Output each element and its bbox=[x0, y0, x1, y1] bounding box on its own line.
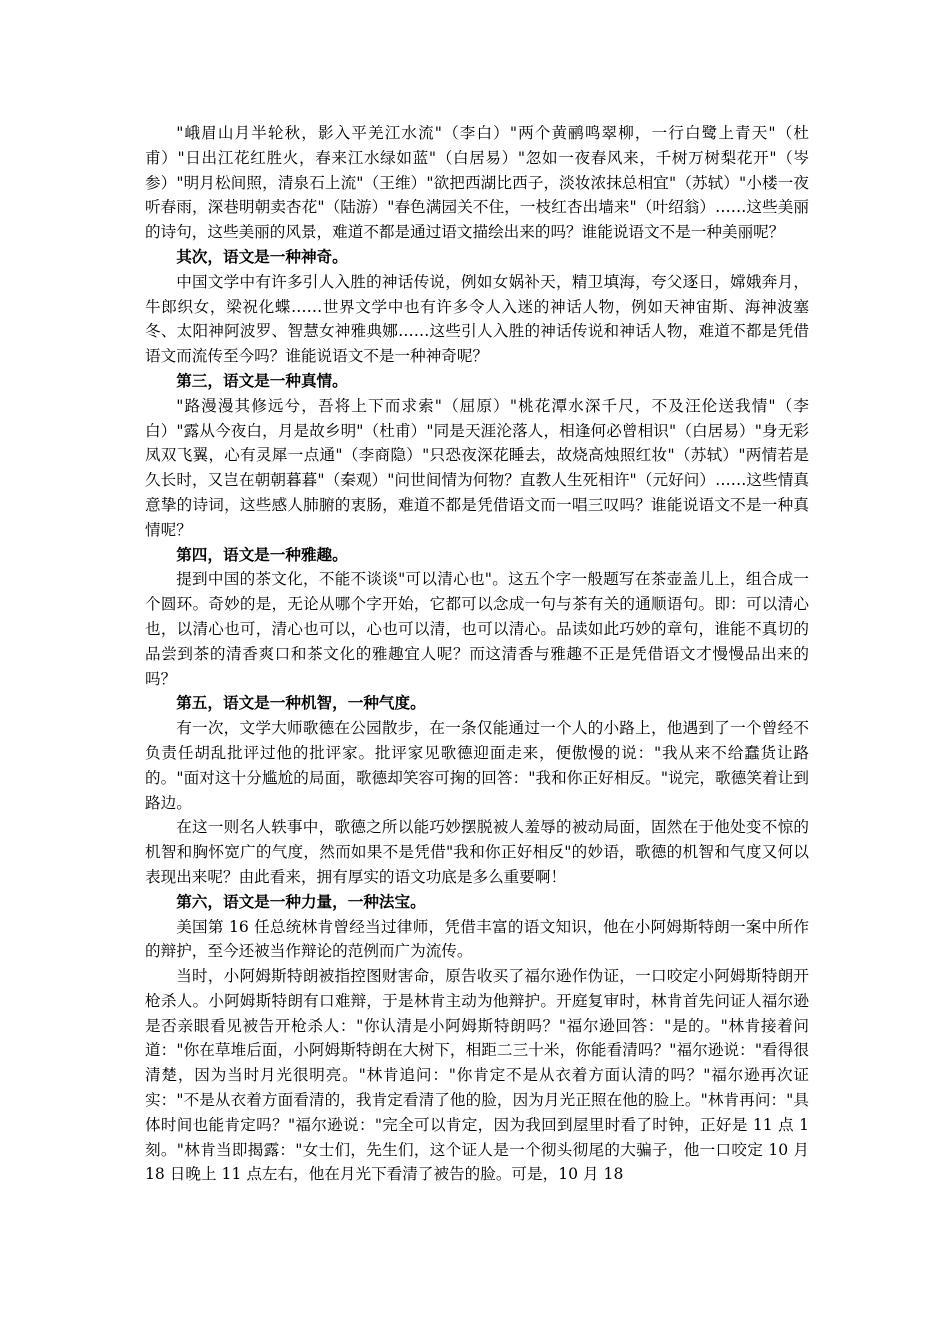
paragraph-beauty-poems: "峨眉山月半轮秋，影入平羌江水流"（李白）"两个黄鹂鸣翠柳，一行白鹭上青天"（杜甫）"日出江花红胜火，春来江水绿如蓝"（白居易）"忽如一夜春风来，千树万树梨花开"（岑参）"明月松间照，清泉石上流"（王维）"欲把西湖比西子，淡妆浓抹总相宜"（苏轼）"小楼一夜听春雨，深巷明朝卖杏花"（陆游）"春色满园关不住，一枝红杏出墙来"（叶绍翁）……这些美丽的诗句，这些美丽的风景，难道不都是通过语文描绘出来的吗？谁能说语文不是一种美丽呢？ bbox=[145, 124, 809, 242]
paragraph-love-poems: "路漫漫其修远兮，吾将上下而求索"（屈原）"桃花潭水深千尺，不及汪伦送我情"（李白）"露从今夜白，月是故乡明"（杜甫）"同是天涯沦落人，相逢何必曾相识"（白居易）"身无彩凤双飞翼，心有灵犀一点通"（李商隐）"只恐夜深花睡去，故烧高烛照红妆"（苏轼）"两情若是久长时，又岂在朝朝暮暮"（秦观）"问世间情为何物？直教人生死相许"（元好问）……这些情真意挚的诗词，这些感人肺腑的衷肠，难道不都是凭借语文而一唱三叹吗？谁能说语文不是一种真情呢？ bbox=[145, 396, 809, 539]
paragraph-goethe-comment: 在这一则名人轶事中，歌德之所以能巧妙摆脱被人羞辱的被动局面，固然在于他处变不惊的机智和胸怀宽广的气度，然而如果不是凭借"我和你正好相反"的妙语，歌德的机智和气度又何以表现出来呢？由此看来，拥有厚实的语文功底是多么重要啊！ bbox=[145, 818, 809, 886]
paragraph-goethe-story: 有一次，文学大师歌德在公园散步，在一条仅能通过一个人的小路上，他遇到了一个曾经不负责任胡乱批评过他的批评家。批评家见歌德迎面走来，便傲慢的说："我从来不给蠢货让路的。"面对这十分尴尬的局面，歌德却笑容可掬的回答："我和你正好相反。"说完，歌德笑着让到路边。 bbox=[145, 719, 809, 812]
section-heading-magic: 其次，语文是一种神奇。 bbox=[176, 246, 348, 266]
section-heading-power: 第六，语文是一种力量，一种法宝。 bbox=[176, 891, 426, 911]
document-page bbox=[145, 121, 809, 1187]
section-heading-wit: 第五，语文是一种机智，一种气度。 bbox=[176, 693, 426, 713]
paragraph-lincoln-trial: 当时，小阿姆斯特朗被指控图财害命，原告收买了福尔逊作伪证，一口咬定小阿姆斯特朗开枪杀人。小阿姆斯特朗有口难辩，于是林肯主动为他辩护。开庭复审时，林肯首先问证人福尔逊是否亲眼看见被告开枪杀人："你认清是小阿姆斯特朗吗？"福尔逊回答："是的。"林肯接着问道："你在草堆后面，小阿姆斯特朗在大树下，相距二三十米，你能看清吗？"福尔逊说："看得很清楚，因为当时月光很明亮。"林肯追问："你肯定不是从衣着方面认清的吗？"福尔逊再次证实："不是从衣着方面看清的，我肯定看清了他的脸，因为月光正照在他的脸上。"林肯再问："具体时间也能肯定吗？"福尔逊说："完全可以肯定，因为我回到屋里时看了时钟，正好是 11 点 1 刻。"林肯当即揭露："女士们，先生们，这个证人是一个彻头彻尾的大骗子，他一口咬定 10 月 18 日晚上 11 点左右，他在月光下看清了被告的脸。可是，10 月 18 bbox=[145, 967, 809, 1184]
paragraph-tea-culture: 提到中国的茶文化，不能不谈谈"可以清心也"。这五个字一般题写在茶壶盖儿上，组合成一个圆环。奇妙的是，无论从哪个字开始，它都可以念成一句与茶有关的通顺语句。即：可以清心也，以清心也可，清心也可以，心也可以清，也可以清心。品读如此巧妙的章句，谁能不真切的品尝到茶的清香爽口和茶文化的雅趣宜人呢？而这清香与雅趣不正是凭借语文才慢慢品出来的吗？ bbox=[145, 570, 809, 688]
paragraph-lincoln-intro: 美国第 16 任总统林肯曾经当过律师，凭借丰富的语文知识，他在小阿姆斯特朗一案中所作的辩护，至今还被当作辩论的范例而广为流传。 bbox=[145, 917, 809, 961]
section-heading-true-feeling: 第三，语文是一种真情。 bbox=[176, 370, 348, 390]
section-heading-elegance: 第四，语文是一种雅趣。 bbox=[176, 544, 348, 564]
paragraph-myths: 中国文学中有许多引人入胜的神话传说，例如女娲补天，精卫填海，夸父逐日，嫦娥奔月，牛郎织女，梁祝化蝶……世界文学中也有许多令人入迷的神话人物，例如天神宙斯、海神波塞冬、太阳神阿波罗、智慧女神雅典娜……这些引人入胜的神话传说和神话人物，难道不都是凭借语文而流传至今吗？谁能说语文不是一种神奇呢？ bbox=[145, 272, 809, 366]
